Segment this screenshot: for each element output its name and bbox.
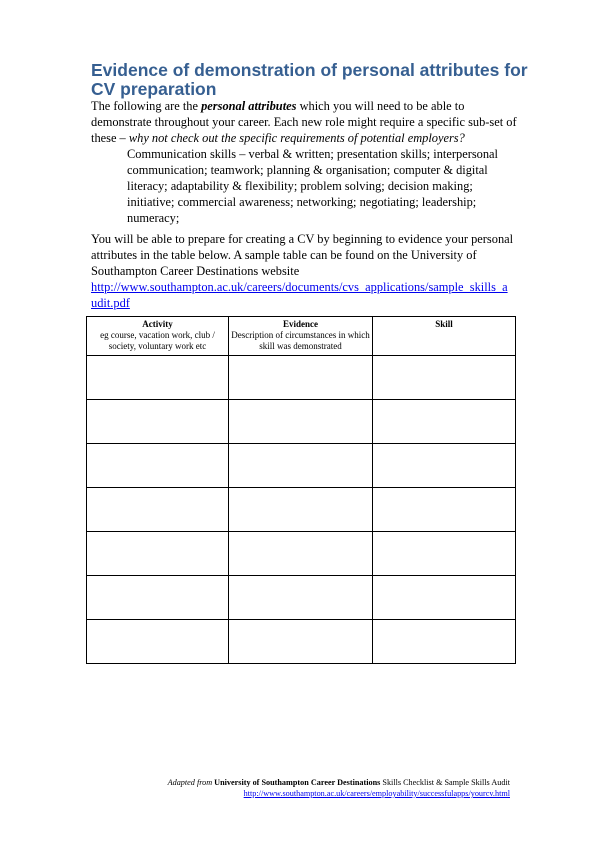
column-heading: Skill [435, 319, 453, 329]
intro-italic: why not check out the specific requirements of potential employers? [128, 131, 465, 145]
footer-rest: Skills Checklist & Sample Skills Audit [380, 778, 510, 787]
activity-cell[interactable] [87, 620, 229, 664]
evidence-cell[interactable] [229, 400, 373, 444]
intro-paragraph [91, 98, 521, 146]
skill-cell[interactable] [373, 444, 516, 488]
footer-adapted: Adapted from [167, 778, 215, 787]
column-header-activity [87, 317, 229, 356]
skills-audit-table [86, 316, 516, 664]
evidence-cell[interactable] [229, 620, 373, 664]
activity-cell[interactable] [87, 488, 229, 532]
table-row [87, 620, 516, 664]
evidence-cell[interactable] [229, 444, 373, 488]
evidence-cell[interactable] [229, 488, 373, 532]
activity-cell[interactable] [87, 356, 229, 400]
sample-audit-link[interactable]: http://www.southampton.ac.uk/careers/documents/cvs_applications/sample_skills_audit.pdf [91, 280, 508, 310]
evidence-cell[interactable] [229, 356, 373, 400]
activity-cell[interactable] [87, 576, 229, 620]
intro-emphasis: personal attributes [201, 99, 297, 113]
footer-link[interactable]: http://www.southampton.ac.uk/careers/employability/successfulapps/yourcv.html [243, 789, 510, 798]
table-row [87, 532, 516, 576]
column-heading: Evidence [283, 319, 318, 329]
column-header-evidence [229, 317, 373, 356]
footer-org: University of Southampton Career Destinations [214, 778, 381, 787]
intro-text-1: The following are the [91, 99, 202, 113]
attributes-list: Communication skills – verbal & written; presentation skills; interpersonal communication; teamwork; planning & organisation; computer & digital literacy; adaptability & flexibility; problem solving; decision making; initiative; commercial awareness; networking; negotiating; leadership; numeracy; [127, 147, 498, 225]
column-subheading: Description of circumstances in which skill was demonstrated [231, 330, 370, 351]
activity-cell[interactable] [87, 532, 229, 576]
skill-cell[interactable] [373, 488, 516, 532]
activity-cell[interactable] [87, 400, 229, 444]
footer-attribution [90, 777, 510, 788]
prep-paragraph [91, 231, 521, 311]
skill-cell[interactable] [373, 532, 516, 576]
skill-cell[interactable] [373, 400, 516, 444]
table-row [87, 400, 516, 444]
page-title: Evidence of demonstration of personal attributes for CV preparation [91, 60, 528, 99]
activity-cell[interactable] [87, 444, 229, 488]
table-row [87, 444, 516, 488]
skill-cell[interactable] [373, 356, 516, 400]
evidence-cell[interactable] [229, 532, 373, 576]
prep-text: You will be able to prepare for creating a CV by beginning to evidence your personal attributes in the table below. A sample table can be found on the University of Southampton Career Destinations website [91, 232, 514, 278]
column-subheading: eg course, vacation work, club / society, voluntary work etc [100, 330, 215, 351]
column-header-skill [373, 317, 516, 356]
table-row [87, 488, 516, 532]
page-footer [90, 777, 510, 799]
intro-text-2: which you will need to be able to demonstrate throughout your career. Each new role might require a specific sub-set of these – [91, 99, 517, 145]
table-row [87, 356, 516, 400]
skill-cell[interactable] [373, 620, 516, 664]
skill-cell[interactable] [373, 576, 516, 620]
table-row [87, 576, 516, 620]
column-heading: Activity [142, 319, 173, 329]
evidence-cell[interactable] [229, 576, 373, 620]
